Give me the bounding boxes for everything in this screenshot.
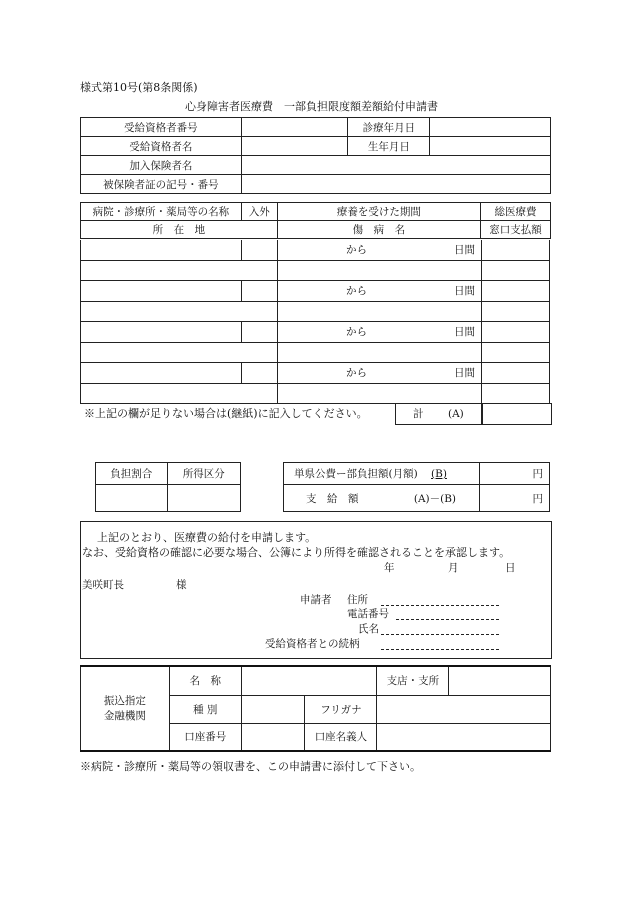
declaration-line1: 上記のとおり、医療費の給付を申請します。 <box>97 531 317 544</box>
row-divider <box>481 261 482 282</box>
row-divider <box>277 322 278 343</box>
row-divider <box>277 281 278 302</box>
visit-date-field[interactable] <box>430 118 551 137</box>
public-burden-cell <box>284 463 480 485</box>
row-divider <box>481 363 482 384</box>
insured-card-label: 被保険者証の記号・番号 <box>81 175 242 194</box>
form-number: 様式第10号(第8条関係) <box>80 81 198 94</box>
row-divider <box>481 302 482 323</box>
row-divider <box>241 363 242 384</box>
account-number-field[interactable] <box>241 723 305 751</box>
public-burden-code: (B) <box>431 468 447 480</box>
period-days: 日間 <box>454 285 475 297</box>
row-divider <box>481 322 482 343</box>
payment-amount-cell <box>284 485 480 512</box>
row-divider <box>241 240 242 261</box>
treatment-subrow[interactable] <box>80 261 550 282</box>
row-divider <box>277 343 278 364</box>
col-facility: 病院・診療所・薬局等の名称 <box>81 203 242 221</box>
row-divider <box>481 384 482 405</box>
payment-formula: (A)－(B) <box>413 492 457 505</box>
bank-table <box>80 665 551 752</box>
account-number-label: 口座番号 <box>169 723 241 751</box>
row-divider <box>481 281 482 302</box>
row-divider <box>277 384 278 405</box>
bank-section-label <box>81 666 170 751</box>
row-divider <box>277 302 278 323</box>
name-label: 氏名 <box>358 623 379 635</box>
period-from: から <box>346 367 367 379</box>
date-day: 日 <box>505 562 516 574</box>
col-inout: 入外 <box>241 203 277 221</box>
payment-amount-field[interactable] <box>479 485 549 512</box>
income-class-field[interactable] <box>167 485 240 512</box>
applicant-label: 申請者 <box>300 594 332 606</box>
bank-name-label: 名 称 <box>169 666 241 695</box>
footer-note: ※病院・診療所・薬局等の領収書を、この申請書に添付して下さい。 <box>80 760 421 773</box>
treatment-subrow[interactable] <box>80 302 550 323</box>
phone-label: 電話番号 <box>347 608 389 620</box>
col-paid: 窓口支払額 <box>481 221 551 239</box>
treatment-row[interactable] <box>80 363 550 384</box>
insurer-label: 加入保険者名 <box>81 156 242 175</box>
yen-unit: 円 <box>532 492 543 505</box>
public-burden-field[interactable] <box>479 463 549 485</box>
payment-amount-label: 支 給 額 <box>306 492 359 505</box>
mayor-label: 美咲町長 <box>82 579 124 591</box>
treatment-subrow[interactable] <box>80 343 550 364</box>
account-type-field[interactable] <box>241 695 305 723</box>
date-year: 年 <box>384 562 395 574</box>
insurer-field[interactable] <box>241 156 550 175</box>
relation-field[interactable] <box>381 649 499 650</box>
period-days: 日間 <box>454 326 475 338</box>
col-total: 総医療費 <box>481 203 551 221</box>
yen-unit: 円 <box>532 468 543 480</box>
public-burden-label: 単県公費ー部負担額(月額) <box>294 468 418 480</box>
name-field[interactable] <box>381 634 499 635</box>
declaration-line2: なお、受給資格の確認に必要な場合、公簿により所得を確認されることを承認します。 <box>82 546 511 559</box>
total-field[interactable] <box>481 403 552 425</box>
treatment-subrow[interactable] <box>80 384 550 405</box>
total-code: (A) <box>448 408 464 420</box>
recipient-number-field[interactable] <box>241 118 348 137</box>
relation-label: 受給資格者との続柄 <box>265 638 360 650</box>
birthdate-field[interactable] <box>430 137 551 156</box>
recipient-name-label: 受給資格者名 <box>81 137 242 156</box>
recipient-table <box>80 117 551 194</box>
period-from: から <box>346 326 367 338</box>
account-holder-label: 口座名義人 <box>305 723 377 751</box>
col-address: 所 在 地 <box>81 221 278 239</box>
sama-label: 様 <box>176 579 187 591</box>
burden-ratio-label: 負担割合 <box>96 463 168 485</box>
burden-table <box>95 462 241 512</box>
treatment-row[interactable] <box>80 281 550 302</box>
bank-section-label-2: 金融機関 <box>103 709 146 722</box>
period-from: から <box>346 244 367 256</box>
col-disease: 傷 病 名 <box>277 221 480 239</box>
visit-date-label: 診療年月日 <box>348 118 430 137</box>
row-divider <box>481 240 482 261</box>
bank-section-label-1: 振込指定 <box>103 694 146 707</box>
treatment-note: ※上記の欄が足りない場合は(継紙)に記入してください。 <box>84 407 368 420</box>
col-period: 療養を受けた期間 <box>277 203 480 221</box>
treatment-row[interactable] <box>80 322 550 343</box>
address-field[interactable] <box>381 605 499 606</box>
furigana-field[interactable] <box>377 695 551 723</box>
branch-label: 支店・支所 <box>377 666 449 695</box>
row-divider <box>241 281 242 302</box>
period-days: 日間 <box>454 244 475 256</box>
period-days: 日間 <box>454 367 475 379</box>
phone-field[interactable] <box>396 619 499 620</box>
bank-name-field[interactable] <box>241 666 377 695</box>
row-divider <box>241 322 242 343</box>
birthdate-label: 生年月日 <box>348 137 430 156</box>
account-holder-field[interactable] <box>377 723 551 751</box>
address-label: 住所 <box>347 594 368 606</box>
treatment-row[interactable] <box>80 240 550 261</box>
income-class-label: 所得区分 <box>167 463 240 485</box>
payment-table <box>283 462 550 512</box>
recipient-name-field[interactable] <box>241 137 348 156</box>
date-month: 月 <box>448 562 459 574</box>
form-title: 心身障害者医療費 一部負担限度額差額給付申請書 <box>185 100 438 113</box>
recipient-number-label: 受給資格者番号 <box>81 118 242 137</box>
period-from: から <box>346 285 367 297</box>
furigana-label: フリガナ <box>305 695 377 723</box>
insured-card-field[interactable] <box>241 175 550 194</box>
row-divider <box>277 261 278 282</box>
row-divider <box>277 240 278 261</box>
total-label: 計 <box>413 408 424 420</box>
row-divider <box>277 363 278 384</box>
row-divider <box>481 343 482 364</box>
account-type-label: 種 別 <box>169 695 241 723</box>
total-label-box <box>395 403 483 425</box>
treatment-table <box>80 202 551 239</box>
burden-ratio-field[interactable] <box>96 485 168 512</box>
branch-field[interactable] <box>449 666 551 695</box>
